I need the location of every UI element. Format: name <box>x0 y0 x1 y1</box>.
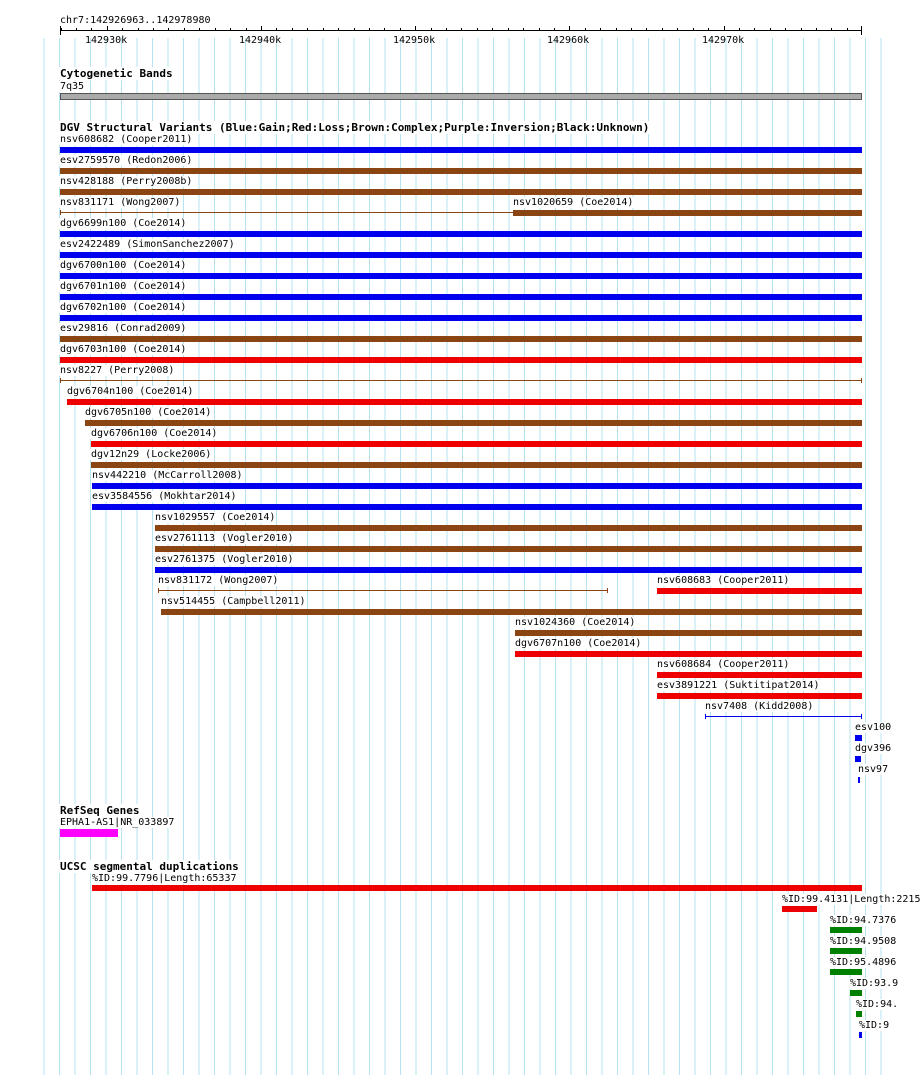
feature-label: nsv442210 (McCarroll2008) <box>92 470 243 481</box>
ruler-minor-tick <box>554 28 555 31</box>
ruler-minor-tick <box>693 28 694 31</box>
ruler-major-tick <box>415 26 416 31</box>
feature-label: dgv6703n100 (Coe2014) <box>60 344 187 355</box>
feature-label: nsv1029557 (Coe2014) <box>155 512 276 523</box>
feature-label: dgv6706n100 (Coe2014) <box>91 428 218 439</box>
feature-bar[interactable] <box>60 252 862 258</box>
track-title-segdup: UCSC segmental duplications <box>60 860 239 873</box>
feature-bar[interactable] <box>830 948 862 954</box>
feature-bar[interactable] <box>515 630 862 636</box>
ruler-minor-tick <box>785 28 786 31</box>
feature-bar[interactable] <box>92 483 862 489</box>
feature-label: esv100 <box>855 722 892 733</box>
feature-bar[interactable] <box>858 777 860 783</box>
feature-label: nsv608683 (Cooper2011) <box>657 575 790 586</box>
ruler-minor-tick <box>461 28 462 31</box>
feature-label: dgv6700n100 (Coe2014) <box>60 260 187 271</box>
ruler-minor-tick <box>523 28 524 31</box>
feature-bar[interactable] <box>155 567 862 573</box>
feature-bar[interactable] <box>657 672 862 678</box>
ruler-minor-tick <box>770 28 771 31</box>
feature-label: %ID:94.9508 <box>830 936 897 947</box>
ruler-minor-tick <box>662 28 663 31</box>
feature-label: EPHA1-AS1|NR_033897 <box>60 817 175 828</box>
feature-label: esv2422489 (SimonSanchez2007) <box>60 239 235 250</box>
feature-label: nsv831172 (Wong2007) <box>158 575 279 586</box>
feature-label: %ID:99.4131|Length:2215 <box>782 894 921 905</box>
ruler-tick-label: 142970k <box>702 35 745 46</box>
feature-bar[interactable] <box>91 441 862 447</box>
ruler-minor-tick <box>292 28 293 31</box>
ruler-minor-tick <box>446 28 447 31</box>
feature-bar[interactable] <box>60 829 118 837</box>
ruler-minor-tick <box>831 28 832 31</box>
feature-bar[interactable] <box>155 546 862 552</box>
feature-label: dgv6705n100 (Coe2014) <box>85 407 212 418</box>
feature-label: nsv1024360 (Coe2014) <box>515 617 636 628</box>
ruler-minor-tick <box>431 28 432 31</box>
ruler-minor-tick <box>276 28 277 31</box>
feature-bar[interactable] <box>859 1032 862 1038</box>
ruler-minor-tick <box>61 28 62 31</box>
feature-label: esv2759570 (Redon2006) <box>60 155 193 166</box>
feature-bar-thin[interactable] <box>705 716 862 717</box>
ruler-minor-tick <box>168 28 169 31</box>
feature-label: %ID:95.4896 <box>830 957 897 968</box>
ruler-minor-tick <box>539 28 540 31</box>
ruler-minor-tick <box>138 28 139 31</box>
ruler-minor-tick <box>307 28 308 31</box>
track-title-refseq: RefSeq Genes <box>60 804 140 817</box>
feature-bar[interactable] <box>60 189 862 195</box>
feature-label: esv3891221 (Suktitipat2014) <box>657 680 820 691</box>
feature-end-cap <box>60 210 61 215</box>
feature-bar[interactable] <box>91 462 862 468</box>
feature-bar[interactable] <box>782 906 817 912</box>
ruler-tick-label: 142930k <box>85 35 128 46</box>
ruler-minor-tick <box>477 28 478 31</box>
ruler-minor-tick <box>354 28 355 31</box>
feature-bar[interactable] <box>155 525 862 531</box>
ruler-minor-tick <box>91 28 92 31</box>
feature-bar[interactable] <box>830 927 862 933</box>
ruler-tick-label: 142960k <box>547 35 590 46</box>
feature-label: %ID:93.9 <box>850 978 899 989</box>
feature-label: dgv6704n100 (Coe2014) <box>67 386 194 397</box>
ruler-end-cap <box>861 26 862 35</box>
feature-bar[interactable] <box>60 147 862 153</box>
feature-bar[interactable] <box>92 885 862 891</box>
feature-end-cap <box>705 714 706 719</box>
ruler-minor-tick <box>122 28 123 31</box>
ruler-minor-tick <box>508 28 509 31</box>
feature-label: %ID:94.7376 <box>830 915 897 926</box>
feature-label: nsv8227 (Perry2008) <box>60 365 175 376</box>
track-title-dgv: DGV Structural Variants (Blue:Gain;Red:Loss;Brown:Complex;Purple:Inversion;Black:Unknown) <box>60 121 650 134</box>
ruler-minor-tick <box>323 28 324 31</box>
ruler-major-tick <box>107 26 108 31</box>
feature-bar[interactable] <box>515 651 862 657</box>
feature-end-cap <box>158 588 159 593</box>
ruler-tick-label: 142940k <box>239 35 282 46</box>
feature-bar[interactable] <box>67 399 862 405</box>
ruler-minor-tick <box>246 28 247 31</box>
ruler-minor-tick <box>585 28 586 31</box>
feature-label: %ID:99.7796|Length:65337 <box>92 873 237 884</box>
feature-label: dgv6707n100 (Coe2014) <box>515 638 642 649</box>
feature-label: %ID:94. <box>856 999 899 1010</box>
feature-bar[interactable] <box>657 588 862 594</box>
ruler-major-tick <box>261 26 262 31</box>
ruler-minor-tick <box>369 28 370 31</box>
ruler-minor-tick <box>230 28 231 31</box>
feature-bar[interactable] <box>850 990 862 996</box>
feature-label: esv3584556 (Mokhtar2014) <box>92 491 237 502</box>
ruler-minor-tick <box>384 28 385 31</box>
feature-label: dgv6702n100 (Coe2014) <box>60 302 187 313</box>
ruler-tick-label: 142950k <box>393 35 436 46</box>
ruler-minor-tick <box>801 28 802 31</box>
ruler-major-tick <box>724 26 725 31</box>
feature-bar-thin[interactable] <box>60 380 862 381</box>
feature-end-cap <box>861 714 862 719</box>
feature-label: dgv12n29 (Locke2006) <box>91 449 212 460</box>
feature-label: nsv1020659 (Coe2014) <box>513 197 634 208</box>
feature-label: nsv7408 (Kidd2008) <box>705 701 814 712</box>
feature-bar[interactable] <box>855 756 861 762</box>
ruler-minor-tick <box>739 28 740 31</box>
feature-bar[interactable] <box>60 231 862 237</box>
feature-bar[interactable] <box>85 420 862 426</box>
ruler-minor-tick <box>184 28 185 31</box>
ruler-minor-tick <box>600 28 601 31</box>
feature-label: esv2761113 (Vogler2010) <box>155 533 294 544</box>
ruler-minor-tick <box>76 28 77 31</box>
feature-bar[interactable] <box>161 609 862 615</box>
ruler-minor-tick <box>153 28 154 31</box>
feature-label: nsv514455 (Campbell2011) <box>161 596 306 607</box>
ruler-major-tick <box>569 26 570 31</box>
ruler-minor-tick <box>631 28 632 31</box>
ruler-minor-tick <box>847 28 848 31</box>
ruler-minor-tick <box>754 28 755 31</box>
feature-end-cap <box>861 378 862 383</box>
ruler-minor-tick <box>816 28 817 31</box>
feature-bar[interactable] <box>513 210 862 216</box>
ruler-minor-tick <box>616 28 617 31</box>
ruler-minor-tick <box>677 28 678 31</box>
location-label: chr7:142926963..142978980 <box>60 15 211 26</box>
feature-label: esv2761375 (Vogler2010) <box>155 554 294 565</box>
feature-label: nsv608684 (Cooper2011) <box>657 659 790 670</box>
feature-bar-thin[interactable] <box>158 590 608 591</box>
feature-label: dgv6701n100 (Coe2014) <box>60 281 187 292</box>
feature-bar[interactable] <box>60 294 862 300</box>
feature-bar[interactable] <box>856 1011 862 1017</box>
cytoband-label: 7q35 <box>60 81 85 92</box>
feature-label: %ID:9 <box>859 1020 890 1031</box>
feature-bar[interactable] <box>60 168 862 174</box>
feature-label: dgv396 <box>855 743 892 754</box>
feature-bar[interactable] <box>855 735 862 741</box>
ruler-minor-tick <box>338 28 339 31</box>
feature-label: dgv6699n100 (Coe2014) <box>60 218 187 229</box>
feature-bar[interactable] <box>60 336 862 342</box>
ruler-minor-tick <box>492 28 493 31</box>
ruler-minor-tick <box>646 28 647 31</box>
cytoband-7q35[interactable] <box>60 93 862 100</box>
feature-label: esv29816 (Conrad2009) <box>60 323 187 334</box>
ruler-minor-tick <box>708 28 709 31</box>
feature-bar[interactable] <box>60 273 862 279</box>
ruler-minor-tick <box>215 28 216 31</box>
feature-label: nsv608682 (Cooper2011) <box>60 134 193 145</box>
feature-bar[interactable] <box>92 504 862 510</box>
feature-label: nsv97 <box>858 764 889 775</box>
ruler-minor-tick <box>400 28 401 31</box>
feature-end-cap <box>60 378 61 383</box>
feature-label: nsv831171 (Wong2007) <box>60 197 181 208</box>
feature-bar[interactable] <box>830 969 862 975</box>
feature-bar[interactable] <box>657 693 862 699</box>
feature-label: nsv428188 (Perry2008b) <box>60 176 193 187</box>
ruler-minor-tick <box>199 28 200 31</box>
feature-end-cap <box>607 588 608 593</box>
track-title-cytogenetic-bands: Cytogenetic Bands <box>60 67 173 80</box>
feature-bar[interactable] <box>60 357 862 363</box>
feature-bar[interactable] <box>60 315 862 321</box>
